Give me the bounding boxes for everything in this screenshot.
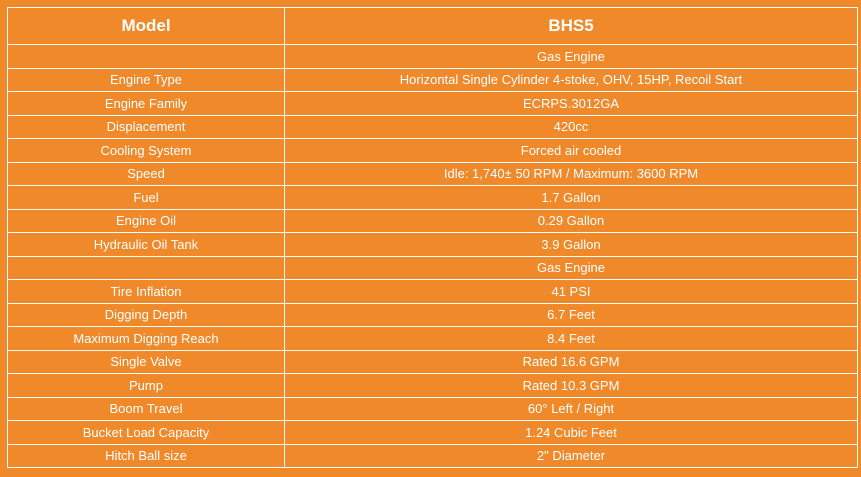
row-label: Pump (8, 374, 285, 398)
table-row (8, 162, 858, 186)
row-value: 60° Left / Right (285, 397, 858, 421)
header-value: BHS5 (285, 8, 858, 45)
row-label: Single Valve (8, 350, 285, 374)
header-label: Model (8, 8, 285, 45)
row-label: Bucket Load Capacity (8, 421, 285, 445)
section-title: Gas Engine (285, 45, 858, 69)
row-value: Rated 10.3 GPM (285, 374, 858, 398)
row-value: 0.29 Gallon (285, 209, 858, 233)
table-row (8, 233, 858, 257)
row-label: Engine Type (8, 68, 285, 92)
section-spacer-cell (8, 45, 285, 69)
table-row (8, 327, 858, 351)
row-value: ECRPS.3012GA (285, 92, 858, 116)
row-label: Displacement (8, 115, 285, 139)
section-spacer-cell (8, 256, 285, 280)
row-label: Tire Inflation (8, 280, 285, 304)
row-value: 1.24 Cubic Feet (285, 421, 858, 445)
row-label: Engine Oil (8, 209, 285, 233)
table-row (8, 209, 858, 233)
row-label: Fuel (8, 186, 285, 210)
row-label: Boom Travel (8, 397, 285, 421)
row-label: Hitch Ball size (8, 444, 285, 468)
spec-table (7, 7, 858, 468)
table-row (8, 186, 858, 210)
row-value: Rated 16.6 GPM (285, 350, 858, 374)
row-value: 420cc (285, 115, 858, 139)
row-label: Digging Depth (8, 303, 285, 327)
row-value: 2" Diameter (285, 444, 858, 468)
table-row (8, 397, 858, 421)
row-value: Horizontal Single Cylinder 4-stoke, OHV, 15HP, Recoil Start (285, 68, 858, 92)
row-label: Maximum Digging Reach (8, 327, 285, 351)
section-header-row (8, 256, 858, 280)
row-label: Hydraulic Oil Tank (8, 233, 285, 257)
table-row (8, 303, 858, 327)
row-value: Idle: 1,740± 50 RPM / Maximum: 3600 RPM (285, 162, 858, 186)
header-row (8, 8, 858, 45)
table-row (8, 350, 858, 374)
row-value: 8.4 Feet (285, 327, 858, 351)
table-row (8, 280, 858, 304)
row-label: Cooling System (8, 139, 285, 163)
table-row (8, 444, 858, 468)
table-row (8, 92, 858, 116)
table-row (8, 115, 858, 139)
row-label: Speed (8, 162, 285, 186)
table-row (8, 374, 858, 398)
row-value: 3.9 Gallon (285, 233, 858, 257)
section-title: Gas Engine (285, 256, 858, 280)
section-header-row (8, 45, 858, 69)
table-row (8, 139, 858, 163)
row-value: 41 PSI (285, 280, 858, 304)
row-label: Engine Family (8, 92, 285, 116)
row-value: 1.7 Gallon (285, 186, 858, 210)
row-value: 6.7 Feet (285, 303, 858, 327)
table-row (8, 68, 858, 92)
table-row (8, 421, 858, 445)
row-value: Forced air cooled (285, 139, 858, 163)
